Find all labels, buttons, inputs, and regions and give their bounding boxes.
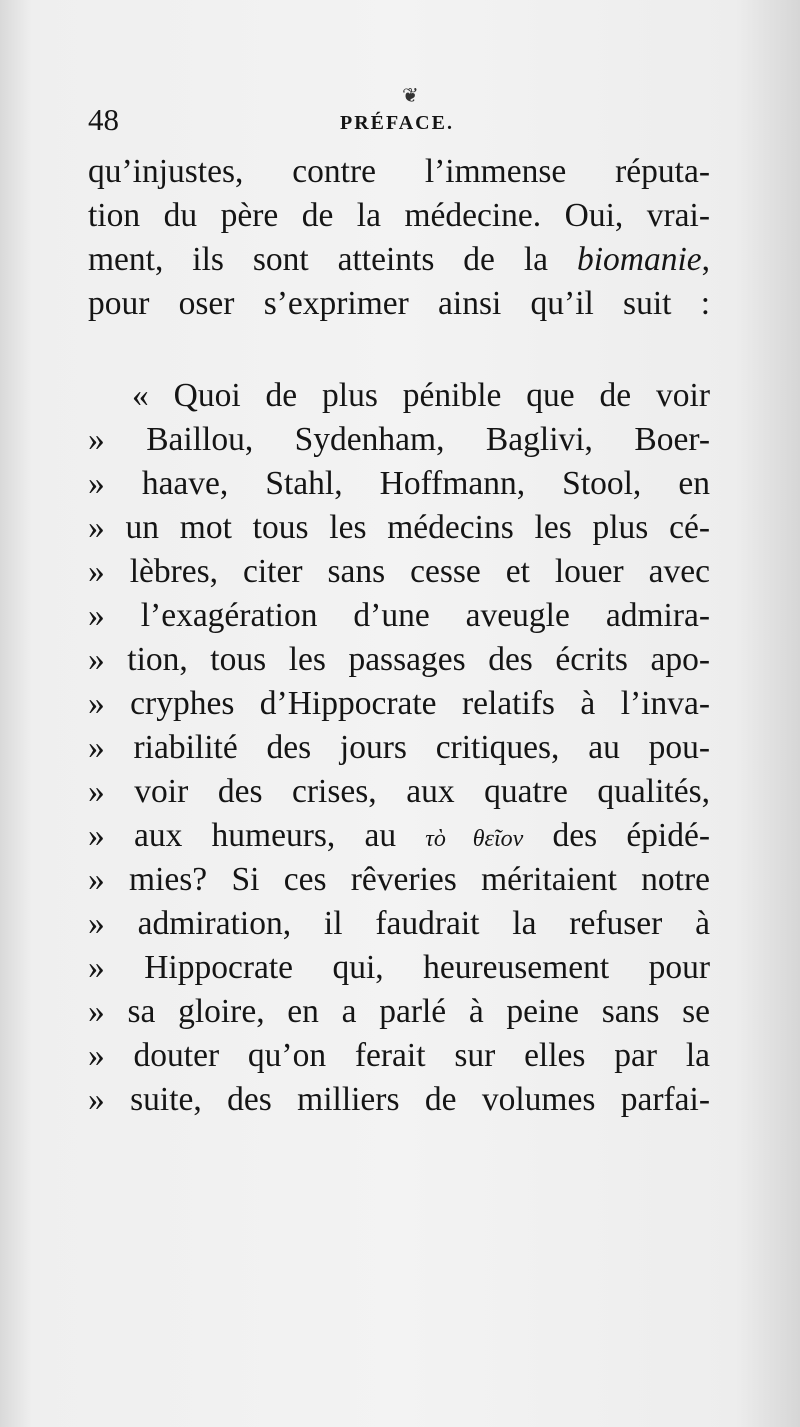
quote-line: » haave, Stahl, Hoffmann, Stool, en <box>88 465 710 502</box>
quote-line: » Hippocrate qui, heureusement pour <box>88 949 710 986</box>
running-head: PRÉFACE. <box>340 112 454 134</box>
paragraph-spacer <box>88 326 710 374</box>
quote-line: » douter qu’on ferait sur elles par la <box>88 1037 710 1074</box>
quote-line: » l’exagération d’une aveugle admira- <box>88 597 710 634</box>
body-text <box>88 150 710 1122</box>
quote-line: » Baillou, Sydenham, Baglivi, Boer- <box>88 421 710 458</box>
text-fragment: » aux humeurs, au <box>88 817 426 854</box>
text-line: tion du père de la médecine. Oui, vrai- <box>88 197 710 234</box>
quote-line: » lèbres, citer sans cesse et louer avec <box>88 553 710 590</box>
quote-line: » admiration, il faudrait la refuser à <box>88 905 710 942</box>
quote-line: » suite, des milliers de volumes parfai- <box>88 1081 710 1118</box>
text-fragment: des épidé- <box>523 817 711 854</box>
italic-term: biomanie <box>576 241 702 278</box>
quote-line: » cryphes d’Hippocrate relatifs à l’inva- <box>88 685 710 722</box>
quote-line: » voir des crises, aux quatre qualités, <box>88 773 710 810</box>
text-line <box>88 238 710 282</box>
quote-line: » un mot tous les médecins les plus cé- <box>88 509 710 546</box>
quote-line: » tion, tous les passages des écrits apo- <box>88 641 710 678</box>
printer-ornament-icon: ❦ <box>402 83 419 107</box>
text-fragment: ment, ils sont atteints de la <box>88 241 577 278</box>
page-number: 48 <box>88 102 119 137</box>
text-line: pour oser s’exprimer ainsi qu’il suit : <box>88 285 710 322</box>
text-line: qu’injustes, contre l’immense réputa- <box>88 153 710 190</box>
quote-line: » mies? Si ces rêveries méritaient notre <box>88 861 710 898</box>
quote-line <box>88 814 710 858</box>
quote-line: » riabilité des jours critiques, au pou- <box>88 729 710 766</box>
quote-line: » sa gloire, en a parlé à peine sans se <box>88 993 710 1030</box>
text-fragment: , <box>701 241 710 278</box>
greek-phrase: τὸ θεῖον <box>425 826 524 852</box>
quote-line: « Quoi de plus pénible que de voir <box>132 377 710 414</box>
